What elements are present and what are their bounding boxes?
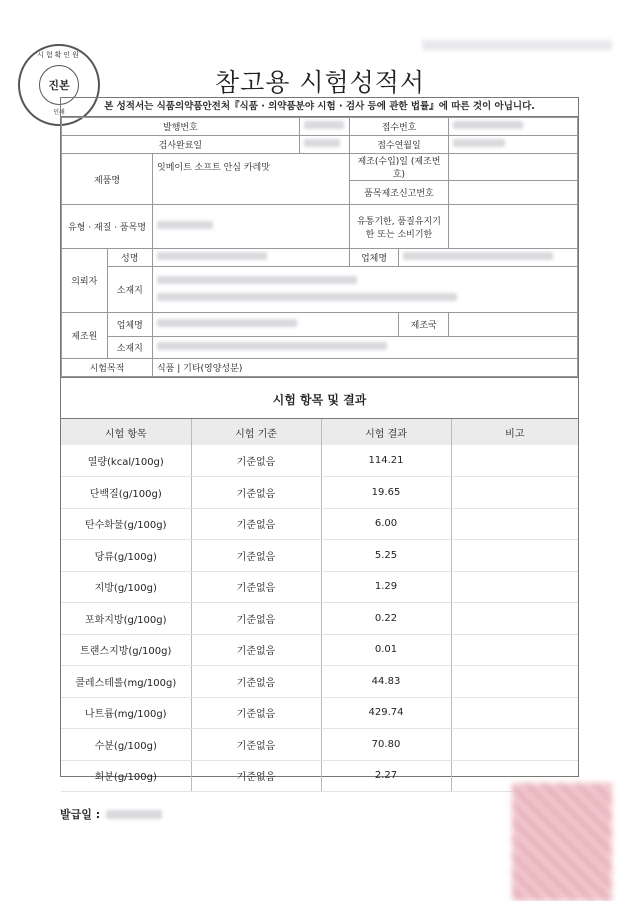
mfg-date-value [449, 154, 578, 181]
receipt-no-value [449, 118, 578, 136]
cell-test-item: 수분(g/100g) [61, 729, 191, 761]
cell-test-item: 열량(kcal/100g) [61, 445, 191, 477]
mfg-date-label: 제조(수입)일 (제조번호) [349, 154, 448, 181]
notice-banner: 본 성적서는 식품의약품안전처『식품 · 의약품분야 시험 · 검사 등에 관한 법률』에 따른 것이 아닙니다. [61, 98, 578, 117]
cell-test-item: 지방(g/100g) [61, 571, 191, 603]
cell-result: 0.01 [321, 634, 451, 666]
receipt-date-label: 접수연월일 [349, 136, 448, 154]
table-row [61, 603, 578, 635]
mfr-address-value [153, 337, 578, 359]
redacted-stamp [512, 783, 612, 901]
client-company-label: 업체명 [349, 249, 399, 267]
info-table [61, 117, 578, 377]
report-no-label: 품목제조신고번호 [349, 181, 448, 205]
cell-test-item: 포화지방(g/100g) [61, 603, 191, 635]
cell-standard: 기준없음 [191, 477, 321, 509]
table-row [61, 540, 578, 572]
cell-result: 6.00 [321, 508, 451, 540]
table-row [61, 697, 578, 729]
table-row [61, 666, 578, 698]
cell-result: 2.27 [321, 760, 451, 792]
purpose-label: 시험목적 [62, 359, 153, 377]
cell-standard: 기준없음 [191, 571, 321, 603]
cell-remarks [451, 666, 578, 698]
cell-result: 19.65 [321, 477, 451, 509]
table-row [61, 571, 578, 603]
client-company-value [399, 249, 578, 267]
manufacturer-label: 제조원 [62, 313, 108, 359]
receipt-no-label: 접수번호 [349, 118, 448, 136]
cell-test-item: 콜레스테롤(mg/100g) [61, 666, 191, 698]
seal-center-text: 진본 [39, 65, 79, 105]
cell-result: 1.29 [321, 571, 451, 603]
test-complete-label: 검사완료일 [62, 136, 300, 154]
receipt-date-value [449, 136, 578, 154]
client-address-value [153, 267, 578, 313]
cell-remarks [451, 540, 578, 572]
cell-test-item: 탄수화물(g/100g) [61, 508, 191, 540]
table-row [61, 760, 578, 792]
client-name-value [153, 249, 350, 267]
country-value [449, 313, 578, 337]
cell-standard: 기준없음 [191, 634, 321, 666]
cell-standard: 기준없음 [191, 508, 321, 540]
cell-test-item: 단백질(g/100g) [61, 477, 191, 509]
cell-result: 114.21 [321, 445, 451, 477]
product-name-value: 잇메이트 소프트 안심 카레맛 [153, 154, 350, 205]
issue-no-label: 발행번호 [62, 118, 300, 136]
cell-test-item: 나트륨(mg/100g) [61, 697, 191, 729]
cell-standard: 기준없음 [191, 445, 321, 477]
cell-remarks [451, 603, 578, 635]
results-header-row [61, 419, 578, 445]
table-row [61, 477, 578, 509]
cell-result: 0.22 [321, 603, 451, 635]
document-title: 참고용 시험성적서 [214, 68, 426, 97]
expiry-label: 유통기한, 품질유지기한 또는 소비기한 [349, 205, 448, 249]
cell-remarks [451, 697, 578, 729]
type-label: 유형 · 재질 · 품목명 [62, 205, 153, 249]
client-name-label: 성명 [107, 249, 153, 267]
cell-result: 5.25 [321, 540, 451, 572]
issue-date-value [106, 810, 162, 819]
table-row [61, 508, 578, 540]
seal-top-text: 시험확인원 [37, 51, 81, 59]
issue-date-label: 발급일 : [60, 808, 101, 821]
cell-result: 429.74 [321, 697, 451, 729]
results-section-title: 시험 항목 및 결과 [61, 377, 578, 419]
header-standard: 시험 기준 [191, 419, 321, 445]
cell-result: 70.80 [321, 729, 451, 761]
table-row [61, 634, 578, 666]
cell-test-item: 회분(g/100g) [61, 760, 191, 792]
mfr-address-label: 소재지 [107, 337, 153, 359]
table-row [61, 729, 578, 761]
country-label: 제조국 [399, 313, 449, 337]
type-value [153, 205, 350, 249]
issue-no-value [299, 118, 349, 136]
cell-remarks [451, 477, 578, 509]
cell-standard: 기준없음 [191, 603, 321, 635]
header-test-item: 시험 항목 [61, 419, 191, 445]
cell-test-item: 당류(g/100g) [61, 540, 191, 572]
cell-result: 44.83 [321, 666, 451, 698]
header-result: 시험 결과 [321, 419, 451, 445]
test-complete-value [299, 136, 349, 154]
results-table [61, 419, 578, 792]
cell-standard: 기준없음 [191, 760, 321, 792]
expiry-value [449, 205, 578, 249]
header-remarks: 비고 [451, 419, 578, 445]
cell-standard: 기준없음 [191, 666, 321, 698]
cell-remarks [451, 571, 578, 603]
cell-remarks [451, 508, 578, 540]
redacted-header-text [422, 40, 612, 50]
mfr-company-value [153, 313, 399, 337]
cell-standard: 기준없음 [191, 540, 321, 572]
purpose-value: 식품 | 기타(영양성분) [153, 359, 578, 377]
cell-standard: 기준없음 [191, 697, 321, 729]
cell-test-item: 트랜스지방(g/100g) [61, 634, 191, 666]
cell-remarks [451, 445, 578, 477]
product-name-label: 제품명 [62, 154, 153, 205]
issue-date [60, 806, 162, 822]
report-frame [60, 97, 579, 784]
table-row [61, 445, 578, 477]
report-no-value [449, 181, 578, 205]
mfr-company-label: 업체명 [107, 313, 153, 337]
seal-bottom-text: 인쇄 [53, 109, 65, 116]
cell-remarks [451, 634, 578, 666]
client-label: 의뢰자 [62, 249, 108, 313]
client-address-label: 소재지 [107, 267, 153, 313]
cell-remarks [451, 729, 578, 761]
cell-standard: 기준없음 [191, 729, 321, 761]
